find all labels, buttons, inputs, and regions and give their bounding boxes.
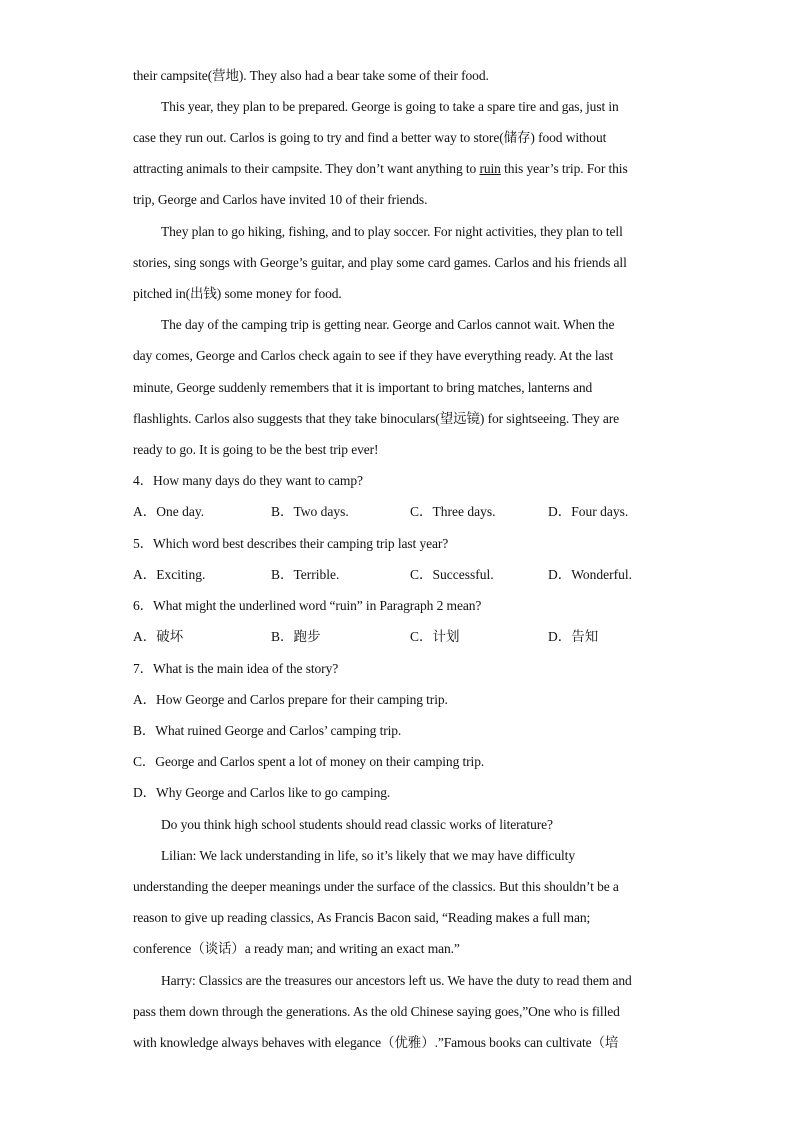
q6-option-a: A．破坏 bbox=[133, 629, 184, 644]
q4-option-a: A．One day. bbox=[133, 504, 205, 519]
passage-a-p2-line3 bbox=[133, 159, 673, 179]
q6-option-c: C．计划 bbox=[410, 629, 460, 644]
lilian-line3: reason to give up reading classics, As Francis Bacon said, “Reading makes a full man; bbox=[133, 910, 591, 925]
passage-a-p4-line5: ready to go. It is going to be the best trip ever! bbox=[133, 442, 379, 457]
passage-a-p4-line3: minute, George suddenly remembers that it is important to bring matches, lanterns and bbox=[133, 380, 593, 395]
q4-option-c: C．Three days. bbox=[410, 504, 496, 519]
harry-line1: Harry: Classics are the treasures our ancestors left us. We have the duty to read them and bbox=[161, 973, 632, 988]
q5-option-c: C．Successful. bbox=[410, 567, 494, 582]
lilian-line2: understanding the deeper meanings under the surface of the classics. But this shouldn’t be a bbox=[133, 879, 619, 894]
passage-a-p3-line2: stories, sing songs with George’s guitar, and play some card games. Carlos and his friends all bbox=[133, 255, 627, 270]
passage-a-p1-end: their campsite(营地). They also had a bear take some of their food. bbox=[133, 68, 489, 83]
passage-a-p2-line4: trip, George and Carlos have invited 10 of their friends. bbox=[133, 192, 428, 207]
q7-option-a: A．How George and Carlos prepare for their camping trip. bbox=[133, 692, 448, 707]
text-run: attracting animals to their campsite. They don’t want anything to bbox=[133, 161, 480, 176]
passage-a-p3-line3: pitched in(出钱) some money for food. bbox=[133, 286, 342, 301]
harry-line2: pass them down through the generations. As the old Chinese saying goes,”One who is filled bbox=[133, 1004, 620, 1019]
q7-option-d: D．Why George and Carlos like to go camping. bbox=[133, 785, 391, 800]
q5-option-b: B．Terrible. bbox=[271, 567, 340, 582]
q4-option-b: B．Two days. bbox=[271, 504, 349, 519]
q6-option-b: B．跑步 bbox=[271, 629, 321, 644]
text-run: this year’s trip. For this bbox=[500, 161, 628, 176]
passage-a-p2-line2: case they run out. Carlos is going to try and find a better way to store(储存) food without bbox=[133, 130, 607, 145]
passage-a-p4-line1: The day of the camping trip is getting near. George and Carlos cannot wait. When the bbox=[161, 317, 615, 332]
passage-a-p4-line2: day comes, George and Carlos check again to see if they have everything ready. At the last bbox=[133, 348, 614, 363]
question-6-stem: 6．What might the underlined word “ruin” in Paragraph 2 mean? bbox=[133, 598, 482, 613]
underlined-word-ruin: ruin bbox=[479, 161, 501, 176]
q5-option-d: D．Wonderful. bbox=[548, 567, 633, 582]
question-7-stem: 7．What is the main idea of the story? bbox=[133, 661, 339, 676]
q7-option-c: C．George and Carlos spent a lot of money on their camping trip. bbox=[133, 754, 485, 769]
q7-option-b: B．What ruined George and Carlos’ camping trip. bbox=[133, 723, 402, 738]
question-5-stem: 5．Which word best describes their camping trip last year? bbox=[133, 536, 449, 551]
passage-a-p3-line1: They plan to go hiking, fishing, and to play soccer. For night activities, they plan to tell bbox=[161, 224, 623, 239]
q5-option-a: A．Exciting. bbox=[133, 567, 206, 582]
question-4-stem: 4．How many days do they want to camp? bbox=[133, 473, 363, 488]
q6-option-d: D．告知 bbox=[548, 629, 599, 644]
lilian-line1: Lilian: We lack understanding in life, so it’s likely that we may have difficulty bbox=[161, 848, 575, 863]
passage-b-title: Do you think high school students should read classic works of literature? bbox=[161, 817, 553, 832]
passage-a-p2-line1: This year, they plan to be prepared. George is going to take a spare tire and gas, just in bbox=[161, 99, 619, 114]
passage-a-p4-line4: flashlights. Carlos also suggests that they take binoculars(望远镜) for sightseeing. They are bbox=[133, 411, 620, 426]
harry-line3: with knowledge always behaves with elegance（优雅）.”Famous books can cultivate（培 bbox=[133, 1035, 619, 1050]
lilian-line4: conference（谈话）a ready man; and writing an exact man.” bbox=[133, 941, 460, 956]
q4-option-d: D．Four days. bbox=[548, 504, 629, 519]
